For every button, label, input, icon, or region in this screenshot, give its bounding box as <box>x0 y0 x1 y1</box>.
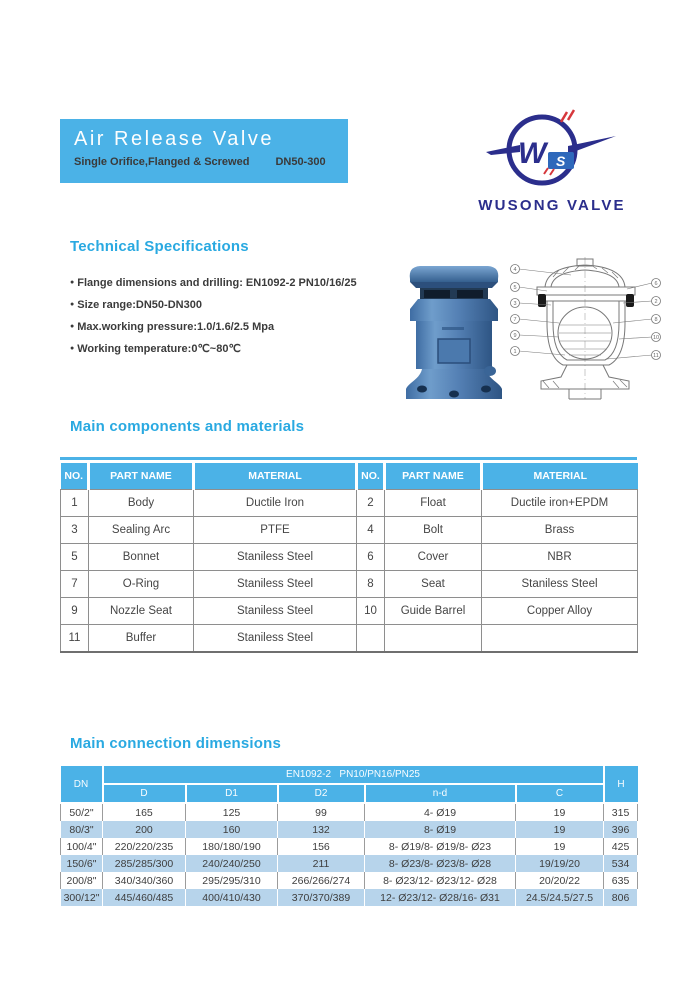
components-cell: Float <box>385 490 482 517</box>
svg-text:10: 10 <box>652 335 660 341</box>
dimensions-cell: 125 <box>186 803 278 821</box>
components-cell <box>482 625 638 653</box>
dimensions-cell: 635 <box>604 872 638 889</box>
components-cell: Seat <box>385 571 482 598</box>
dimensions-cell: 50/2" <box>61 803 103 821</box>
dimensions-subheader-row <box>61 784 638 803</box>
components-header-cell: PART NAME <box>89 463 194 490</box>
spec-text: Size range:DN50-DN300 <box>77 299 202 311</box>
dimensions-cell: 340/340/360 <box>103 872 186 889</box>
components-cell: Nozzle Seat <box>89 598 194 625</box>
table-row <box>61 625 638 653</box>
product-banner <box>60 119 348 183</box>
dimensions-header-row <box>61 766 638 784</box>
components-cell: Staniless Steel <box>194 598 357 625</box>
dimensions-subheader-cell: D1 <box>186 784 278 803</box>
table-row <box>61 490 638 517</box>
components-cell: 4 <box>357 517 385 544</box>
dimensions-subheader-cell: n-d <box>365 784 516 803</box>
svg-text:7: 7 <box>513 317 517 323</box>
dimensions-cell: 12- Ø23/12- Ø28/16- Ø31 <box>365 889 516 906</box>
dimensions-cell: 220/220/235 <box>103 838 186 855</box>
components-cell: Ductile Iron <box>194 490 357 517</box>
components-cell: Guide Barrel <box>385 598 482 625</box>
dimensions-cell: 806 <box>604 889 638 906</box>
components-cell: PTFE <box>194 517 357 544</box>
dimensions-cell: 425 <box>604 838 638 855</box>
table-row <box>61 889 638 906</box>
logo-w-letter: W <box>518 137 547 170</box>
section-title-components: Main components and materials <box>70 418 305 435</box>
dimensions-cell: 300/12" <box>61 889 103 906</box>
product-model-range: DN50-300 <box>275 156 326 168</box>
dimensions-cell: 315 <box>604 803 638 821</box>
components-cell: 8 <box>357 571 385 598</box>
spec-list <box>70 272 400 360</box>
components-cell: 2 <box>357 490 385 517</box>
dimensions-cell: 266/266/274 <box>278 872 365 889</box>
components-header-cell: PART NAME <box>385 463 482 490</box>
dimensions-cell: 200 <box>103 821 186 838</box>
components-cell: Staniless Steel <box>194 625 357 653</box>
dimensions-cell: 160 <box>186 821 278 838</box>
dimensions-cell: 534 <box>604 855 638 872</box>
spec-item <box>70 272 400 294</box>
dimensions-cell: 20/20/22 <box>516 872 604 889</box>
standard-group-header: EN1092-2 PN10/PN16/PN25 <box>103 766 604 784</box>
dimensions-cell: 445/460/485 <box>103 889 186 906</box>
components-cell: 9 <box>61 598 89 625</box>
components-cell: 3 <box>61 517 89 544</box>
components-cell: 5 <box>61 544 89 571</box>
dimensions-cell: 19 <box>516 821 604 838</box>
components-section <box>60 457 637 653</box>
product-photo <box>402 257 506 403</box>
section-title-dimensions: Main connection dimensions <box>70 735 282 752</box>
components-header-cell: MATERIAL <box>482 463 638 490</box>
dimensions-cell: 19 <box>516 838 604 855</box>
spec-item <box>70 316 400 338</box>
table-row <box>61 517 638 544</box>
svg-text:3: 3 <box>513 301 517 307</box>
components-cell: Bonnet <box>89 544 194 571</box>
components-cell: Staniless Steel <box>482 571 638 598</box>
dimensions-cell: 150/6" <box>61 855 103 872</box>
product-subtitle: Single Orifice,Flanged & Screwed <box>74 156 250 168</box>
components-header-row <box>61 463 638 490</box>
dimensions-cell: 19 <box>516 803 604 821</box>
bullet-dot-icon: ● <box>70 301 75 308</box>
components-header-cell: NO. <box>357 463 385 490</box>
svg-text:2: 2 <box>654 299 658 305</box>
dimensions-cell: 240/240/250 <box>186 855 278 872</box>
components-cell: Sealing Arc <box>89 517 194 544</box>
dimensions-cell: 8- Ø19/8- Ø19/8- Ø23 <box>365 838 516 855</box>
dimensions-cell: 4- Ø19 <box>365 803 516 821</box>
svg-text:1: 1 <box>513 349 517 355</box>
table-row <box>61 855 638 872</box>
components-header-cell: NO. <box>61 463 89 490</box>
dimensions-subheader-cell: C <box>516 784 604 803</box>
dn-column-header: DN <box>61 766 103 803</box>
components-cell: Brass <box>482 517 638 544</box>
components-cell: 6 <box>357 544 385 571</box>
spec-text: Max.working pressure:1.0/1.6/2.5 Mpa <box>77 321 275 333</box>
dimensions-cell: 156 <box>278 838 365 855</box>
spec-text: Working temperature:0℃~80℃ <box>77 343 241 355</box>
svg-text:5: 5 <box>513 285 517 291</box>
bullet-dot-icon: ● <box>70 345 75 352</box>
product-subtitle-row <box>60 156 348 168</box>
product-title: Air Release Valve <box>74 128 274 150</box>
logo-mark-icon <box>464 102 640 190</box>
components-cell: 10 <box>357 598 385 625</box>
dimensions-cell: 19/19/20 <box>516 855 604 872</box>
components-cell <box>357 625 385 653</box>
dimensions-subheader-cell: D2 <box>278 784 365 803</box>
dimensions-cell: 211 <box>278 855 365 872</box>
table-row <box>61 803 638 821</box>
table-row <box>61 544 638 571</box>
brand-name: WUSONG VALVE <box>478 197 626 214</box>
dimensions-cell: 396 <box>604 821 638 838</box>
dimensions-cell: 200/8" <box>61 872 103 889</box>
dimensions-cell: 8- Ø23/12- Ø23/12- Ø28 <box>365 872 516 889</box>
dimensions-table <box>60 766 638 906</box>
bullet-dot-icon: ● <box>70 323 75 330</box>
section-title-specs: Technical Specifications <box>70 238 249 255</box>
components-cell: Cover <box>385 544 482 571</box>
dimensions-cell: 132 <box>278 821 365 838</box>
components-cell: NBR <box>482 544 638 571</box>
components-cell: Body <box>89 490 194 517</box>
table-row <box>61 598 638 625</box>
dimensions-cell: 400/410/430 <box>186 889 278 906</box>
components-cell: O-Ring <box>89 571 194 598</box>
svg-text:8: 8 <box>654 317 658 323</box>
logo-s-letter: S <box>556 153 566 169</box>
table-row <box>61 571 638 598</box>
dimensions-cell: 180/180/190 <box>186 838 278 855</box>
dimensions-cell: 24.5/24.5/27.5 <box>516 889 604 906</box>
dimensions-cell: 80/3" <box>61 821 103 838</box>
table-row <box>61 821 638 838</box>
components-cell: Bolt <box>385 517 482 544</box>
components-cell: 11 <box>61 625 89 653</box>
dimensions-cell: 100/4" <box>61 838 103 855</box>
dimensions-subheader-cell: D <box>103 784 186 803</box>
svg-text:4: 4 <box>513 267 517 273</box>
components-cell: Copper Alloy <box>482 598 638 625</box>
dimensions-section <box>60 766 637 906</box>
dimensions-cell: 165 <box>103 803 186 821</box>
dimensions-cell: 285/285/300 <box>103 855 186 872</box>
cross-section-drawing <box>507 253 664 402</box>
components-cell: 1 <box>61 490 89 517</box>
svg-text:9: 9 <box>513 333 517 339</box>
spec-text: Flange dimensions and drilling: EN1092-2 PN10/16/25 <box>77 277 357 289</box>
dimensions-cell: 8- Ø23/8- Ø23/8- Ø28 <box>365 855 516 872</box>
svg-text:6: 6 <box>654 281 658 287</box>
dimensions-cell: 370/370/389 <box>278 889 365 906</box>
table-top-rule <box>60 457 637 460</box>
components-cell: Buffer <box>89 625 194 653</box>
components-cell <box>385 625 482 653</box>
table-row <box>61 872 638 889</box>
bullet-dot-icon: ● <box>70 279 75 286</box>
components-table <box>60 463 638 653</box>
svg-text:11: 11 <box>653 353 659 359</box>
h-column-header: H <box>604 766 638 803</box>
company-logo <box>462 102 642 214</box>
dimensions-cell: 99 <box>278 803 365 821</box>
components-cell: 7 <box>61 571 89 598</box>
dimensions-cell: 295/295/310 <box>186 872 278 889</box>
spec-item <box>70 338 400 360</box>
components-header-cell: MATERIAL <box>194 463 357 490</box>
dimensions-cell: 8- Ø19 <box>365 821 516 838</box>
spec-item <box>70 294 400 316</box>
components-cell: Staniless Steel <box>194 571 357 598</box>
components-cell: Ductile iron+EPDM <box>482 490 638 517</box>
components-cell: Staniless Steel <box>194 544 357 571</box>
table-row <box>61 838 638 855</box>
